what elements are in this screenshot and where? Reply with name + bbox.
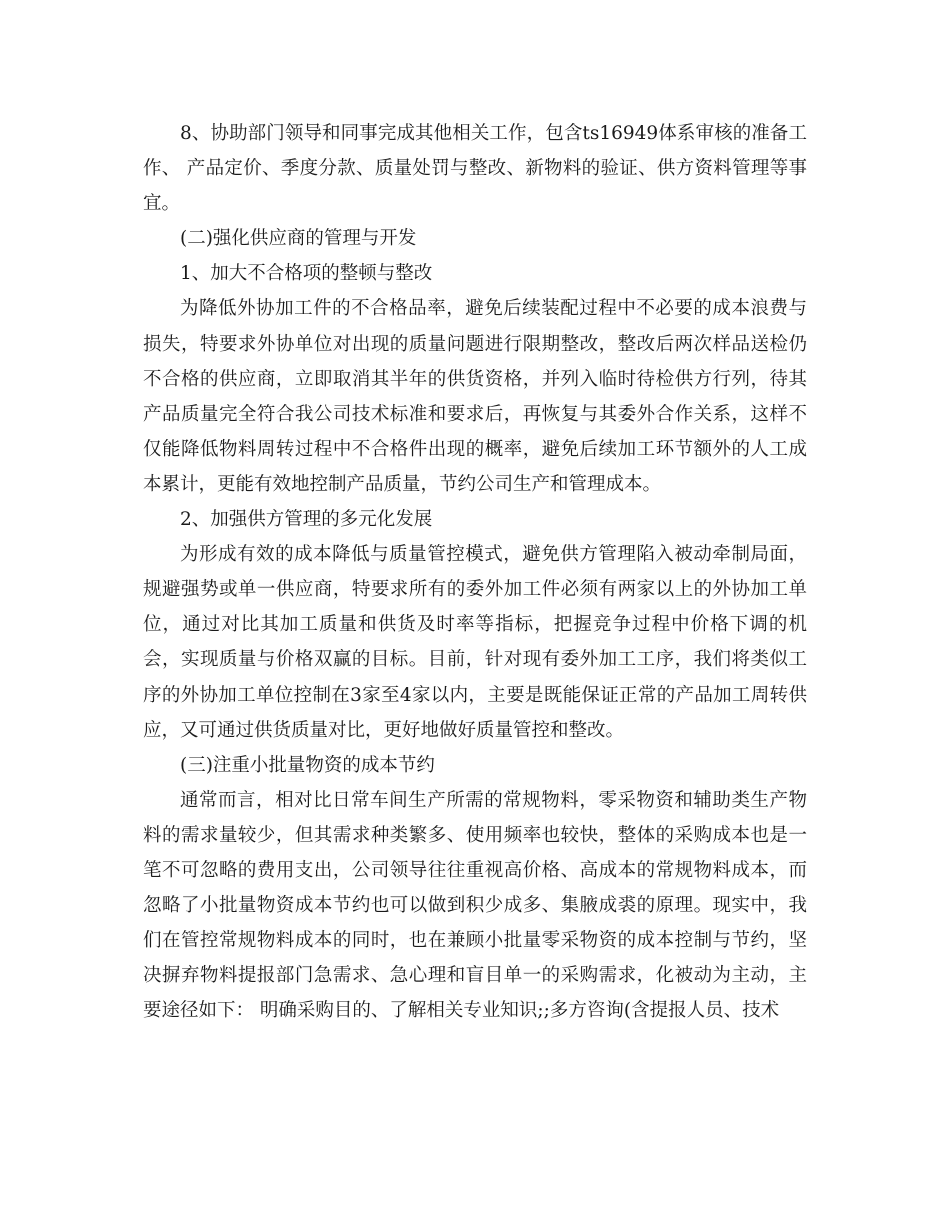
- subsection-1-body: 为降低外协加工件的不合格品率，避免后续装配过程中不必要的成本浪费与损失，特要求外协单位对出现的质量问题进行限期整改，整改后两次样品送检仍不合格的供应商，立即取消其半年的供货资格，并列入临时待检供方行列，待其产品质量完全符合我公司技术标准和要求后，再恢复与其委外合作关系，这样不仅能降低物料周转过程中不合格件出现的概率，避免后续加工环节额外的人工成本累计，更能有效地控制产品质量，节约公司生产和管理成本。: [143, 298, 807, 495]
- subsection-2-heading: 2、加强供方管理的多元化发展: [180, 509, 433, 531]
- section-3-heading: (三)注重小批量物资的成本节约: [180, 754, 435, 776]
- section-3-body: 通常而言，相对比日常车间生产所需的常规物料，零采物资和辅助类生产物料的需求量较少，但其需求种类繁多、使用频率也较快，整体的采购成本也是一笔不可忽略的费用支出，公司领导往往重视高价格、高成本的常规物料成本，而忽略了小批量物资成本节约也可以做到积少成多、集腋成裘的原理。现实中，我们在管控常规物料成本的同时，也在兼顾小批量零采物资的成本控制与节约，坚决摒弃物料提报部门急需求、急心理和盲目单一的采购需求，化被动为主动，主要途径如下： 明确采购目的、了解相关专业知识;;多方咨询(含提报人员、技术: [143, 789, 807, 1022]
- item-8-paragraph: 8、协助部门领导和同事完成其他相关工作，包含ts16949体系审核的准备工作、 产品定价、季度分款、质量处罚与整改、新物料的验证、供方资料管理等事宜。: [143, 123, 807, 215]
- subsection-2-body: 为形成有效的成本降低与质量管控模式，避免供方管理陷入被动牵制局面，规避强势或单一供应商，特要求所有的委外加工件必须有两家以上的外协加工单位，通过对比其加工质量和供货及时率等指标，把握竞争过程中价格下调的机会，实现质量与价格双赢的目标。目前，针对现有委外加工工序，我们将类似工序的外协加工单位控制在3家至4家以内，主要是既能保证正常的产品加工周转供应，又可通过供货质量对比，更好地做好质量管控和整改。: [143, 544, 807, 741]
- document-page: [143, 116, 807, 1028]
- subsection-1-heading: 1、加大不合格项的整顿与整改: [180, 263, 433, 285]
- section-2-heading: (二)强化供应商的管理与开发: [180, 228, 417, 250]
